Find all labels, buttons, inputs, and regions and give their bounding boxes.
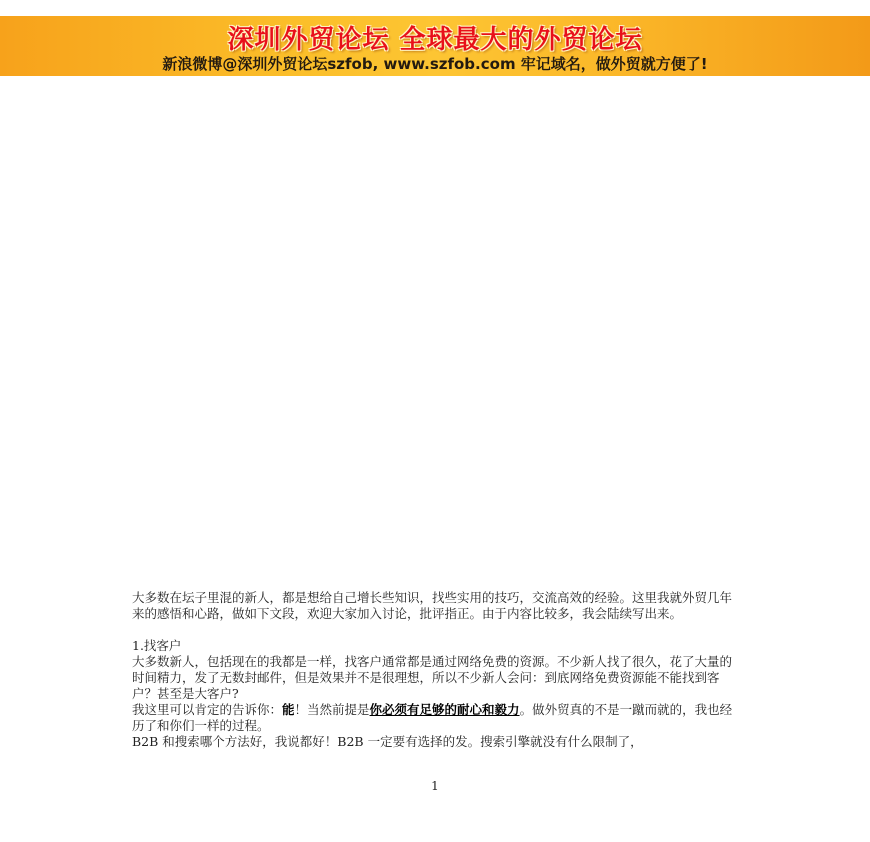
document-body	[132, 590, 744, 750]
banner-subtitle: 新浪微博@深圳外贸论坛szfob, www.szfob.com 牢记域名，做外贸就方便了!	[162, 55, 708, 73]
header-banner	[0, 16, 870, 76]
answer-underlined: 你必须有足够的耐心和毅力	[369, 702, 520, 717]
paragraph-answer	[132, 702, 744, 734]
answer-emphasis: 能	[282, 702, 295, 717]
paragraph-gap	[132, 622, 744, 638]
intro-paragraph: 大多数在坛子里混的新人，都是想给自己增长些知识，找些实用的技巧，交流高效的经验。这里我就外贸几年来的感悟和心路，做如下文段，欢迎大家加入讨论，批评指正。由于内容比较多，我会陆续写出来。	[132, 590, 733, 621]
page-number: 1	[431, 779, 439, 793]
answer-prefix: 我这里可以肯定的告诉你：	[132, 702, 283, 717]
banner-title: 深圳外贸论坛 全球最大的外贸论坛	[227, 25, 643, 55]
section-heading: 1.找客户	[132, 638, 182, 653]
paragraph-find-customers: 大多数新人，包括现在的我都是一样，找客户通常都是通过网络免费的资源。不少新人找了很久，花了大量的时间精力，发了无数封邮件，但是效果并不是很理想，所以不少新人会问：到底网络免费资源能不能找到客户？甚至是大客户?	[132, 654, 733, 701]
answer-suffix: 。做外贸真的不是一蹴而就的，我也经历了和你们一样的过程。	[132, 702, 733, 733]
answer-middle: ！当然前提是	[294, 702, 370, 717]
paragraph-b2b: B2B 和搜索哪个方法好，我说都好！B2B 一定要有选择的发。搜索引擎就没有什么限制了，	[132, 734, 643, 749]
